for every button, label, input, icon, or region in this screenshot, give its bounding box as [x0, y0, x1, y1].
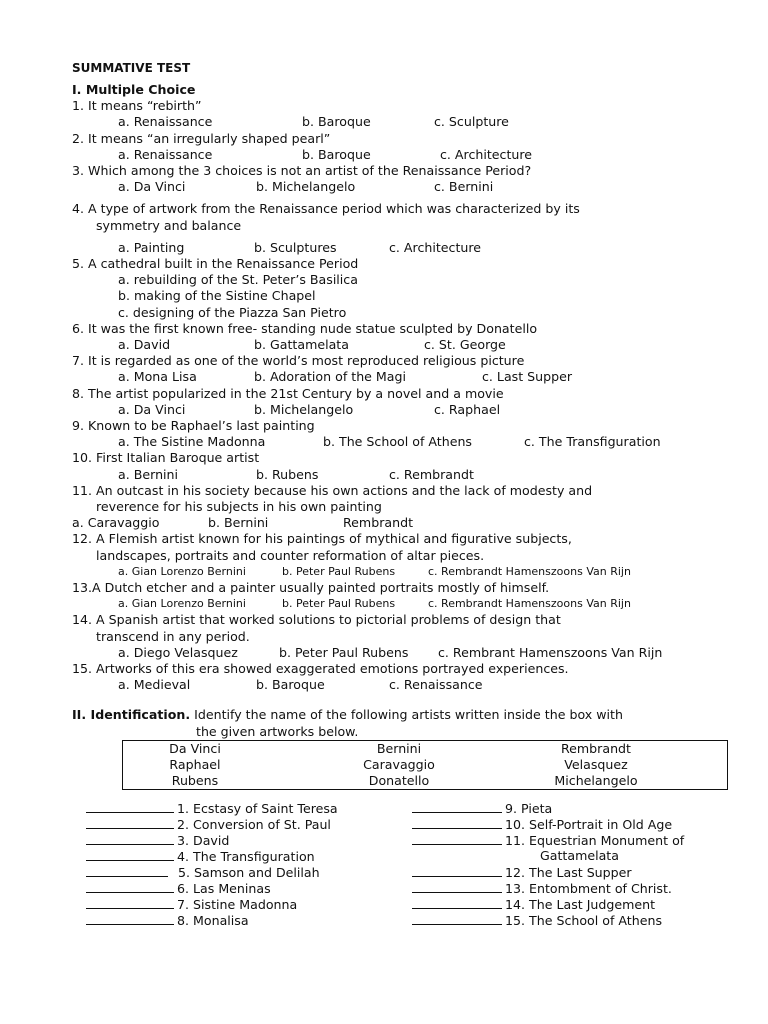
option-c: c. Sculpture [434, 114, 509, 130]
option-b: b. Baroque [302, 146, 371, 162]
question-text: 11. An outcast in his society because his own actions and the lack of modesty and [72, 482, 593, 498]
question-8 [72, 386, 712, 418]
answer-blank[interactable] [86, 832, 174, 845]
question-text: 9. Known to be Raphael’s last painting [72, 417, 315, 433]
option-c: c. Rembrant Hamenszoons Van Rijn [438, 644, 663, 660]
option-a: a. Mona Lisa [118, 369, 197, 385]
option-c: c. Rembrandt Hamenszoons Van Rijn [428, 564, 631, 578]
identification-item-4: 4. The Transfiguration [86, 848, 315, 865]
question-text: 15. Artworks of this era showed exaggerated emotions portrayed experiences. [72, 660, 569, 676]
answer-blank[interactable] [412, 832, 502, 845]
option-c: c. designing of the Piazza San Pietro [118, 304, 347, 320]
question-14 [72, 612, 712, 661]
option-a: a. David [118, 336, 171, 352]
identification-item-7: 7. Sistine Madonna [86, 896, 297, 913]
answer-blank[interactable] [86, 880, 174, 893]
identification-item-6: 6. Las Meninas [86, 880, 271, 897]
option-b: b. Michelangelo [254, 401, 354, 417]
question-7 [72, 353, 712, 385]
part2-instructions: II. Identification. Identify the name of the following artists written inside the box with the given artworks below. [72, 707, 712, 739]
identification-item-11-cont: Gattamelata [540, 847, 619, 863]
option-c: c. Rembrandt Hamenszoons Van Rijn [428, 597, 631, 611]
answer-blank[interactable] [86, 864, 168, 877]
option-a: a. Da Vinci [118, 401, 186, 417]
artist-name: Caravaggio [363, 756, 435, 772]
identification-item-14: 14. The Last Judgement [412, 896, 655, 913]
question-12 [72, 531, 712, 580]
question-text: 13.A Dutch etcher and a painter usually painted portraits mostly of himself. [72, 579, 550, 595]
option-a: a. Bernini [118, 466, 179, 482]
answer-blank[interactable] [412, 864, 502, 877]
answer-blank[interactable] [412, 896, 502, 909]
answer-blank[interactable] [412, 912, 502, 925]
identification-item-5: 5. Samson and Delilah [86, 864, 320, 881]
option-b: b. Sculptures [254, 239, 337, 255]
instruction-text-cont: the given artworks below. [196, 723, 359, 739]
question-2 [72, 131, 712, 163]
question-1 [72, 98, 712, 130]
option-a: a. Diego Velasquez [118, 644, 238, 660]
artist-choices-box [122, 740, 728, 790]
question-text-cont: landscapes, portraits and counter reformation of altar pieces. [96, 547, 485, 563]
question-10 [72, 450, 712, 482]
option-b: b. Peter Paul Rubens [282, 564, 396, 578]
option-b: b. Baroque [256, 677, 325, 693]
option-c: Rembrandt [343, 515, 414, 531]
test-page [72, 60, 712, 930]
identification-item-10: 10. Self-Portrait in Old Age [412, 816, 672, 833]
question-text: 5. A cathedral built in the Renaissance Period [72, 255, 359, 271]
question-text: 8. The artist popularized in the 21st Century by a novel and a movie [72, 385, 504, 401]
identification-item-3: 3. David [86, 832, 229, 849]
option-c: c. Rembrandt [389, 466, 474, 482]
question-15 [72, 661, 712, 693]
answer-blank[interactable] [412, 880, 502, 893]
artist-name: Bernini [376, 740, 422, 756]
option-a: a. Medieval [118, 677, 191, 693]
question-text: 1. It means “rebirth” [72, 98, 202, 114]
question-text-cont: reverence for his subjects in his own painting [96, 498, 382, 514]
identification-item-12: 12. The Last Supper [412, 864, 632, 881]
question-text: 6. It was the first known free- standing nude statue sculpted by Donatello [72, 320, 538, 336]
identification-item-15: 15. The School of Athens [412, 912, 662, 929]
question-13 [72, 580, 712, 612]
option-a: a. Renaissance [118, 114, 213, 130]
option-c: c. St. George [424, 336, 506, 352]
question-text: 3. Which among the 3 choices is not an artist of the Renaissance Period? [72, 162, 532, 178]
question-text: 12. A Flemish artist known for his paintings of mythical and figurative subjects, [72, 531, 572, 547]
instruction-text: Identify the name of the following artists written inside the box with [190, 707, 623, 723]
artist-name: Rubens [171, 772, 219, 788]
identification-item-11: 11. Equestrian Monument of [412, 832, 684, 849]
question-text: 14. A Spanish artist that worked solutions to pictorial problems of design that [72, 612, 561, 628]
identification-item-8: 8. Monalisa [86, 912, 249, 929]
option-b: b. making of the Sistine Chapel [118, 288, 316, 304]
question-4 [72, 201, 712, 256]
question-text: 2. It means “an irregularly shaped pearl” [72, 130, 331, 146]
identification-items [72, 800, 712, 930]
question-text-cont: symmetry and balance [96, 217, 242, 233]
option-a: a. rebuilding of the St. Peter’s Basilica [118, 272, 358, 288]
identification-item-9: 9. Pieta [412, 800, 552, 817]
artist-name: Rembrandt [560, 740, 631, 756]
option-c: c. Last Supper [482, 369, 573, 385]
option-b: b. Peter Paul Rubens [282, 597, 396, 611]
question-text: 7. It is regarded as one of the world’s most reproduced religious picture [72, 353, 525, 369]
option-a: a. Gian Lorenzo Bernini [118, 597, 246, 611]
option-b: b. Peter Paul Rubens [279, 644, 409, 660]
option-b: b. Gattamelata [254, 336, 349, 352]
question-11 [72, 483, 712, 532]
answer-blank[interactable] [412, 816, 502, 829]
answer-blank[interactable] [412, 800, 502, 813]
answer-blank[interactable] [86, 848, 174, 861]
option-a: a. Painting [118, 239, 185, 255]
option-a: a. Da Vinci [118, 179, 186, 195]
part1-heading: I. Multiple Choice [72, 82, 196, 97]
artist-name: Donatello [368, 772, 430, 788]
option-b: b. Baroque [302, 114, 371, 130]
answer-blank[interactable] [86, 800, 174, 813]
option-c: c. Architecture [389, 239, 482, 255]
question-3 [72, 163, 712, 195]
artist-name: Velasquez [564, 756, 628, 772]
answer-blank[interactable] [86, 896, 174, 909]
question-9 [72, 418, 712, 450]
page-title: SUMMATIVE TEST [72, 61, 191, 75]
option-a: a. Gian Lorenzo Bernini [118, 564, 246, 578]
artist-name: Raphael [169, 756, 221, 772]
option-c: c. Raphael [434, 401, 501, 417]
option-c: c. Renaissance [389, 677, 483, 693]
option-b: b. The School of Athens [323, 434, 472, 450]
question-text: 10. First Italian Baroque artist [72, 450, 260, 466]
option-b: b. Rubens [256, 466, 319, 482]
option-a: a. The Sistine Madonna [118, 434, 266, 450]
identification-item-13: 13. Entombment of Christ. [412, 880, 672, 897]
option-a: a. Caravaggio [72, 515, 160, 531]
option-c: c. Architecture [440, 146, 533, 162]
answer-blank[interactable] [86, 816, 174, 829]
question-6 [72, 321, 712, 353]
part2-heading: II. Identification [72, 707, 186, 723]
option-c: c. Bernini [434, 179, 494, 195]
identification-item-2: 2. Conversion of St. Paul [86, 816, 331, 833]
option-c: c. The Transfiguration [524, 434, 661, 450]
option-b: b. Adoration of the Magi [254, 369, 407, 385]
identification-item-1: 1. Ecstasy of Saint Teresa [86, 800, 338, 817]
artist-name: Michelangelo [554, 772, 638, 788]
question-5 [72, 256, 712, 321]
option-a: a. Renaissance [118, 146, 213, 162]
option-b: b. Bernini [208, 515, 269, 531]
artist-name: Da Vinci [169, 740, 221, 756]
question-text-cont: transcend in any period. [96, 628, 250, 644]
option-b: b. Michelangelo [256, 179, 356, 195]
answer-blank[interactable] [86, 912, 174, 925]
question-text: 4. A type of artwork from the Renaissance period which was characterized by its [72, 201, 580, 217]
